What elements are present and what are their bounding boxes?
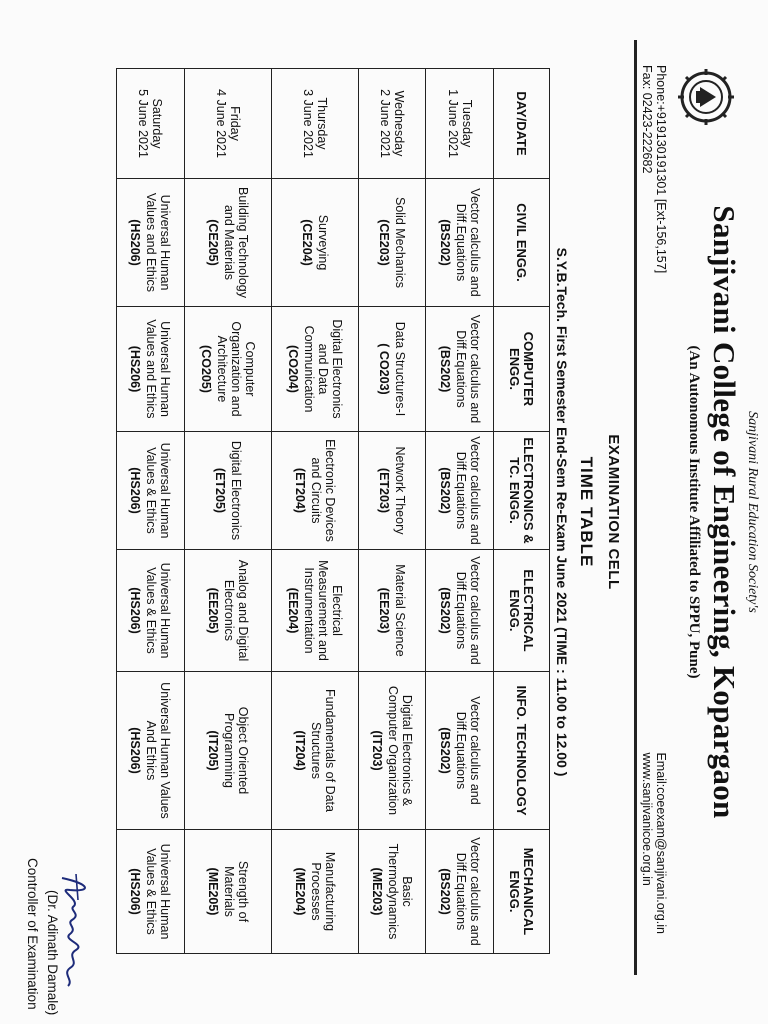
day-name: Saturday (150, 98, 165, 149)
subject-name: Fundamentals of Data Structures (308, 689, 337, 812)
exam-date: 2 June 2021 (378, 89, 393, 158)
subject-code: (HS206) (128, 587, 143, 634)
column-header: DAY/DATE (494, 69, 550, 179)
subject-code: (CE204) (299, 219, 314, 266)
day-name: Thursday (314, 97, 329, 150)
subject-code: (BS202) (437, 587, 452, 634)
subject-cell (271, 672, 358, 830)
subject-name: Vector calculus and Diff.Equations (453, 696, 482, 805)
subject-code: (HS206) (128, 345, 143, 393)
subject-code: (EE205) (205, 587, 220, 634)
subject-code: (ET204) (292, 467, 307, 514)
subject-cell (426, 307, 494, 432)
subject-name: Material Science (393, 564, 408, 657)
subject-code: (BS202) (437, 868, 452, 915)
subject-cell (184, 830, 271, 954)
subject-name: Basic Thermodynamics (386, 843, 415, 940)
subject-cell (358, 179, 426, 307)
column-header: MECHANICAL ENGG. (494, 830, 550, 954)
subject-name: Vector calculus and Diff.Equations (453, 837, 482, 946)
subject-name: Universal Human Values & Ethics (144, 442, 173, 539)
table-header-row (494, 69, 550, 954)
subject-cell (271, 179, 358, 307)
subject-cell (358, 307, 426, 432)
subject-code: (CE203) (377, 219, 392, 266)
fax-text: Fax: 02423-222682 (640, 65, 654, 174)
subject-code: (BS202) (437, 219, 452, 266)
header-divider (634, 40, 637, 975)
subject-code: (BS202) (437, 345, 452, 393)
subject-name: Analog and Digital Electronics (221, 559, 250, 662)
subject-name: Digital Electronics & Computer Organization (386, 685, 415, 816)
column-header: INFO. TECHNOLOGY (494, 672, 550, 830)
subject-name: Network Theory (393, 446, 408, 535)
day-date-cell (271, 69, 358, 179)
subject-code: (BS202) (437, 727, 452, 774)
subject-cell (426, 550, 494, 672)
contact-web-block (640, 752, 668, 934)
subject-code: (CO204) (285, 345, 300, 393)
table-row (358, 69, 426, 954)
timetable-title: TIME TABLE (577, 456, 596, 568)
exam-date: 3 June 2021 (300, 89, 315, 158)
subject-cell (271, 550, 358, 672)
exam-date: 4 June 2021 (213, 89, 228, 158)
subject-code: (BS202) (437, 467, 452, 514)
subject-code: (HS206) (128, 727, 143, 774)
subject-cell (184, 179, 271, 307)
society-name: Sanjivani Rural Education Society's (745, 411, 760, 613)
subject-name: Electronic Devices and Circuits (308, 439, 337, 542)
subject-cell (426, 179, 494, 307)
subject-name: Universal Human Values And Ethics (144, 682, 173, 819)
table-row (184, 69, 271, 954)
subject-code: (HS206) (128, 219, 143, 266)
subject-code: (EE204) (285, 587, 300, 634)
column-header: CIVIL ENGG. (494, 179, 550, 307)
column-header: COMPUTER ENGG. (494, 307, 550, 432)
day-name: Tuesday (459, 99, 474, 148)
subject-name: Vector calculus and Diff.Equations (453, 314, 482, 424)
subject-name: Solid Mechanics (393, 196, 408, 288)
column-header: ELECTRONICS & TC. ENGG. (494, 432, 550, 550)
subject-code: (HS206) (128, 467, 143, 514)
subject-cell (184, 307, 271, 432)
contact-phone-block (640, 65, 668, 273)
subject-name: Data Structures-I (393, 321, 408, 417)
exam-date: 5 June 2021 (136, 89, 151, 158)
exam-date: 1 June 2021 (445, 89, 460, 158)
subject-code: ( CO203) (377, 343, 392, 395)
subject-name: Computer Organization and Architecture (214, 321, 257, 417)
subject-cell (117, 432, 185, 550)
subject-code: (ME205) (205, 867, 220, 916)
subject-code: (ME204) (292, 867, 307, 916)
day-name: Wednesday (392, 90, 407, 157)
day-date-cell (117, 69, 185, 179)
signer-role: Controller of Examination (25, 858, 40, 1010)
subject-cell (271, 432, 358, 550)
subject-name: Digital Electronics (228, 440, 243, 541)
subject-cell (117, 672, 185, 830)
subject-name: Universal Human Values & Ethics (144, 843, 173, 940)
website-text: www.sanjivanicoe.org.in (640, 752, 654, 886)
table-row (426, 69, 494, 954)
table-row (117, 69, 185, 954)
subject-code: (ME203) (370, 867, 385, 916)
subject-cell (117, 830, 185, 954)
subject-cell (426, 830, 494, 954)
timetable-subtitle: S.Y.B.Tech. First Semester End-Sem Re-Exam June 2021 (TIME : 11.00 to 12.00 ) (554, 247, 570, 777)
column-header: ELECTRICAL ENGG. (494, 550, 550, 672)
phone-text: Phone:+919130191301 [Ext-156,157] (654, 65, 668, 274)
subject-cell (358, 550, 426, 672)
subject-code: (HS206) (128, 868, 143, 915)
subject-code: (IT205) (205, 730, 220, 771)
subject-cell (426, 672, 494, 830)
subject-name: Manufacturing Processes (308, 851, 337, 932)
subject-cell (184, 432, 271, 550)
college-name: Sanjivani College of Engineering, Kopargaon (707, 205, 742, 819)
subject-cell (117, 307, 185, 432)
day-date-cell (184, 69, 271, 179)
subject-name: Strength of Materials (221, 860, 250, 923)
subject-name: Universal Human Values & Ethics (144, 562, 173, 659)
subject-cell (184, 672, 271, 830)
subject-code: (EE203) (377, 587, 392, 634)
exam-cell-title: EXAMINATION CELL (605, 434, 622, 590)
subject-code: (CE205) (205, 219, 220, 266)
affiliation-text: (An Autonomous Institute Affiliated to SPPU, Pune) (686, 345, 702, 679)
subject-code: (ET203) (377, 467, 392, 514)
subject-name: Electrical Measurement and Instrumentation (301, 560, 344, 661)
timetable-table (116, 68, 550, 954)
subject-name: Universal Human Values and Ethics (144, 319, 173, 419)
day-name: Friday (227, 106, 242, 141)
subject-name: Vector calculus and Diff.Equations (453, 556, 482, 665)
subject-cell (117, 550, 185, 672)
day-date-cell (426, 69, 494, 179)
subject-code: (IT203) (370, 730, 385, 771)
subject-code: (IT204) (292, 730, 307, 771)
subject-name: Surveying (315, 214, 330, 271)
subject-cell (184, 550, 271, 672)
subject-name: Vector calculus and Diff.Equations (453, 188, 482, 297)
table-row (271, 69, 358, 954)
subject-cell (358, 830, 426, 954)
email-text: Email:coeexam@sanjivani.org.in (654, 752, 668, 934)
signer-name: (Dr. Adinath Damale) (45, 890, 60, 1016)
subject-name: Digital Electronics and Data Communication (301, 319, 344, 419)
subject-name: Vector calculus and Diff.Equations (453, 436, 482, 545)
subject-cell (271, 307, 358, 432)
subject-cell (358, 432, 426, 550)
subject-name: Universal Human Values and Ethics (144, 192, 173, 293)
subject-code: (ET205) (212, 467, 227, 514)
subject-cell (426, 432, 494, 550)
subject-name: Building Technology and Materials (221, 187, 250, 298)
day-date-cell (358, 69, 426, 179)
subject-code: (CO205) (198, 345, 213, 393)
subject-cell (271, 830, 358, 954)
subject-cell (358, 672, 426, 830)
subject-cell (117, 179, 185, 307)
subject-name: Object Oriented Programming (221, 706, 250, 795)
